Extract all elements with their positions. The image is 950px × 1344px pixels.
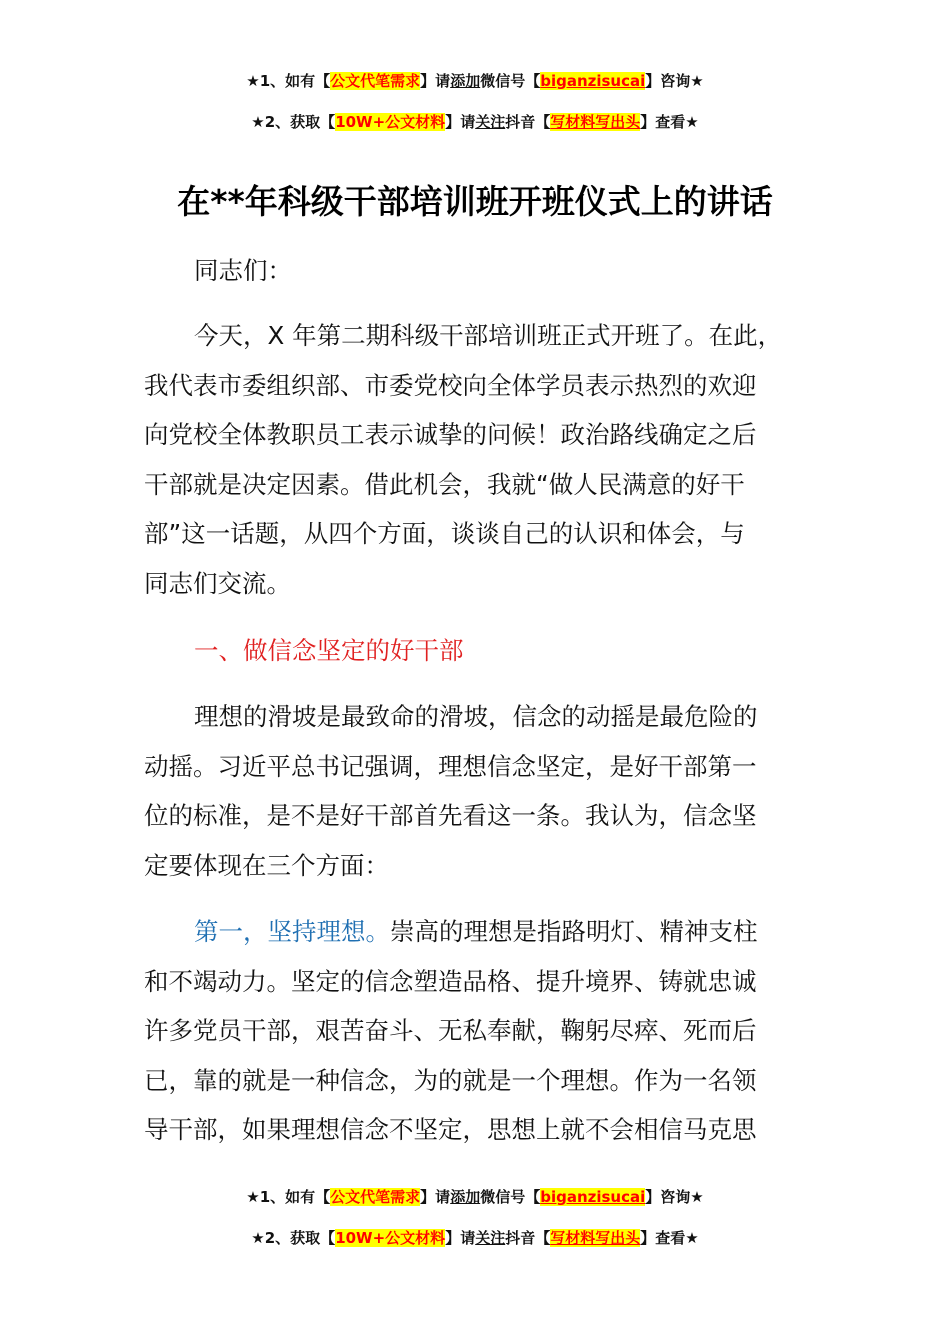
point-lead: 第一，坚持理想。: [194, 917, 390, 946]
paragraph-line: 已，靠的就是一种信念，为的就是一个理想。作为一名领: [144, 1065, 757, 1095]
promo-wechat-id: biganzisucai: [540, 1188, 646, 1206]
paragraph-line: 许多党员干部，艰苦奋斗、无私奉献，鞠躬尽瘁、死而后: [144, 1016, 757, 1046]
promo-emphasis: 添加: [450, 1188, 481, 1206]
promo-wechat-id: biganzisucai: [540, 72, 646, 90]
promo-line-1-bottom: [0, 1187, 950, 1207]
paragraph-line: 我代表市委组织部、市委党校向全体学员表示热烈的欢迎: [144, 370, 757, 400]
promo-highlight: 公文代笔需求: [330, 1188, 421, 1206]
paragraph-line: 定要体现在三个方面：: [144, 850, 389, 880]
promo-text: 抖音【: [505, 1229, 551, 1247]
promo-suffix: 】查看★: [640, 1229, 699, 1247]
promo-prefix: ★1、如有【: [246, 1188, 331, 1206]
paragraph-line: 和不竭动力。坚定的信念塑造品格、提升境界、铸就忠诚: [144, 966, 757, 996]
promo-text: 】请: [420, 72, 451, 90]
paragraph-line: 今天，X 年第二期科级干部培训班正式开班了。在此，: [194, 321, 783, 350]
document-title: 在**年科级干部培训班开班仪式上的讲话: [177, 182, 773, 221]
paragraph-line: 部”这一话题，从四个方面，谈谈自己的认识和体会，与: [144, 519, 745, 549]
paragraph-line: [144, 907, 809, 957]
promo-prefix: ★2、获取【: [251, 113, 336, 131]
paragraph-line: 同志们交流。: [144, 568, 291, 598]
promo-highlight: 10W+公文材料: [335, 1229, 446, 1247]
promo-text: 微信号【: [480, 72, 541, 90]
promo-line-1-top: [0, 71, 950, 91]
promo-line-2-top: [0, 112, 950, 132]
promo-douyin-id: 写材料写出头: [550, 1229, 641, 1247]
paragraph-line: 干部就是决定因素。借此机会，我就“做人民满意的好干: [144, 469, 745, 499]
salutation-text: 同志们：: [194, 256, 292, 285]
promo-emphasis: 关注: [475, 113, 506, 131]
paragraph-intro: [144, 311, 809, 609]
promo-text: 】请: [445, 113, 476, 131]
paragraph-line: 向党校全体教职员工表示诚挚的问候！政治路线确定之后: [144, 420, 757, 450]
paragraph-line: 动摇。习近平总书记强调，理想信念坚定，是好干部第一: [144, 751, 757, 781]
paragraph-first-point: [144, 907, 809, 1155]
section-heading-1: [144, 626, 809, 676]
promo-prefix: ★2、获取【: [251, 1229, 336, 1247]
paragraph-line: 位的标准，是不是好干部首先看这一条。我认为，信念坚: [144, 801, 757, 831]
promo-prefix: ★1、如有【: [246, 72, 331, 90]
promo-highlight: 公文代笔需求: [330, 72, 421, 90]
promo-text: 】请: [420, 1188, 451, 1206]
promo-douyin-id: 写材料写出头: [550, 113, 641, 131]
promo-line-2-bottom: [0, 1228, 950, 1248]
point-text: 崇高的理想是指路明灯、精神支柱: [390, 917, 758, 946]
promo-text: 微信号【: [480, 1188, 541, 1206]
paragraph-line: 理想的滑坡是最致命的滑坡，信念的动摇是最危险的: [194, 702, 758, 731]
promo-text: 】请: [445, 1229, 476, 1247]
salutation: [144, 246, 809, 296]
section-heading-text: 一、做信念坚定的好干部: [194, 636, 464, 665]
promo-suffix: 】咨询★: [645, 1188, 704, 1206]
paragraph-ideals: [144, 692, 809, 890]
paragraph-line: 导干部，如果理想信念不坚定，思想上就不会相信马克思: [144, 1115, 757, 1145]
promo-emphasis: 添加: [450, 72, 481, 90]
promo-suffix: 】咨询★: [645, 72, 704, 90]
promo-suffix: 】查看★: [640, 113, 699, 131]
promo-emphasis: 关注: [475, 1229, 506, 1247]
promo-highlight: 10W+公文材料: [335, 113, 446, 131]
promo-text: 抖音【: [505, 113, 551, 131]
